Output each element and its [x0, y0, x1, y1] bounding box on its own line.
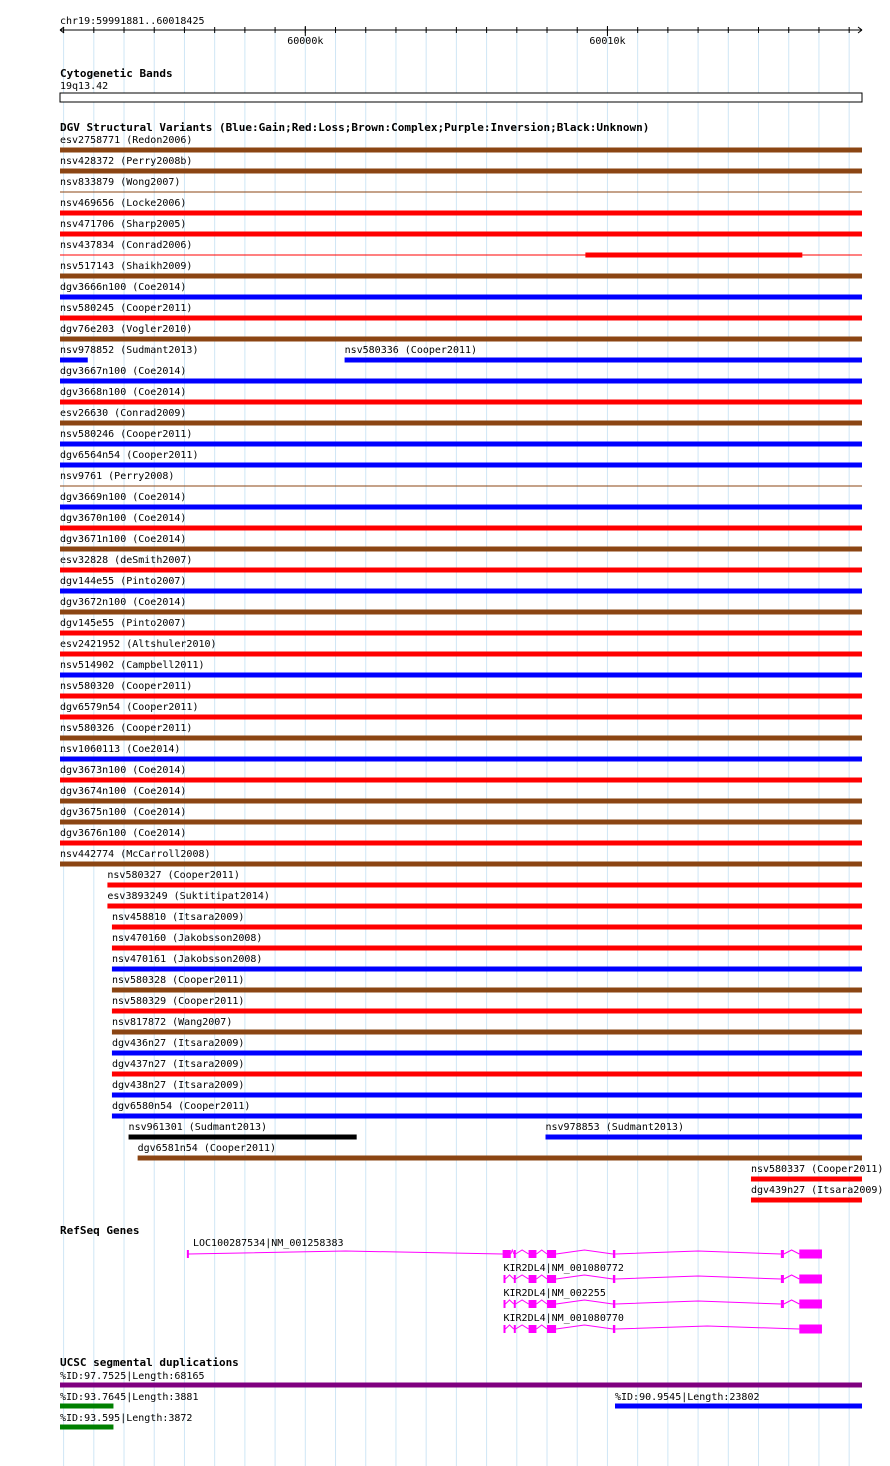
variant-bar[interactable] — [60, 799, 862, 804]
variant-bar[interactable] — [112, 1072, 862, 1077]
gene-intron — [505, 1275, 513, 1279]
variant-label: nsv580320 (Cooper2011) — [60, 681, 193, 692]
segdup-label: %ID:90.9545|Length:23802 — [615, 1392, 760, 1403]
variant-bar[interactable] — [60, 379, 862, 384]
gene-exon[interactable] — [613, 1275, 615, 1283]
gene-intron — [505, 1325, 513, 1329]
variant-bar[interactable] — [751, 1177, 862, 1182]
variant-bar[interactable] — [60, 778, 862, 783]
variant-bar[interactable] — [60, 589, 862, 594]
gene-exon[interactable] — [781, 1250, 784, 1258]
variant-bar[interactable] — [60, 232, 862, 237]
variant-bar[interactable] — [112, 988, 862, 993]
variant-label: dgv6564n54 (Cooper2011) — [60, 450, 199, 461]
segdup-track-title: UCSC segmental duplications — [60, 1356, 239, 1369]
variant-label: dgv3675n100 (Coe2014) — [60, 807, 187, 818]
variant-bar[interactable] — [60, 820, 862, 825]
dgv-structural-variants-track[interactable] — [60, 121, 883, 1203]
variant-label: nsv580246 (Cooper2011) — [60, 429, 193, 440]
gene-label: KIR2DL4|NM_001080772 — [503, 1263, 624, 1274]
variant-label: nsv470160 (Jakobsson2008) — [111, 933, 263, 944]
gene-exon[interactable] — [613, 1300, 615, 1308]
variant-bar[interactable] — [751, 1198, 862, 1203]
variant-label: dgv145e55 (Pinto2007) — [60, 618, 187, 629]
gene-intron — [536, 1275, 547, 1279]
variant-bar[interactable] — [60, 316, 862, 321]
variant-label: dgv76e203 (Vogler2010) — [60, 324, 193, 335]
variant-label: nsv961301 (Sudmant2013) — [128, 1122, 268, 1133]
gene-label: KIR2DL4|NM_002255 — [503, 1288, 606, 1299]
variant-label: dgv3671n100 (Coe2014) — [60, 534, 187, 545]
variant-label: nsv580245 (Cooper2011) — [60, 303, 193, 314]
gene-exon[interactable] — [514, 1300, 516, 1308]
variant-label: nsv978853 (Sudmant2013) — [545, 1122, 684, 1133]
variant-bar[interactable] — [107, 883, 862, 888]
variant-label: dgv439n27 (Itsara2009) — [750, 1185, 884, 1196]
variant-line[interactable] — [60, 486, 862, 487]
variant-label: nsv458810 (Itsara2009) — [111, 912, 245, 923]
dgv-features — [60, 135, 883, 1203]
variant-label: dgv3672n100 (Coe2014) — [60, 597, 187, 608]
refseq-track-title: RefSeq Genes — [60, 1224, 140, 1237]
segdup-bar[interactable] — [60, 1383, 862, 1388]
variant-label: dgv436n27 (Itsara2009) — [111, 1038, 245, 1049]
variant-label: nsv470161 (Jakobsson2008) — [111, 954, 263, 965]
variant-label: nsv517143 (Shaikh2009) — [60, 261, 193, 272]
variant-label: nsv469656 (Locke2006) — [60, 198, 187, 209]
variant-bar[interactable] — [60, 358, 88, 363]
variant-bar[interactable] — [60, 463, 862, 468]
variant-bar[interactable] — [60, 526, 862, 531]
gene-intron — [556, 1325, 613, 1329]
gene-intron — [516, 1325, 529, 1329]
variant-bar[interactable] — [107, 904, 862, 909]
gene-intron — [556, 1300, 613, 1304]
gene-exon[interactable] — [547, 1275, 556, 1283]
variant-thick-segment[interactable] — [585, 253, 802, 258]
variant-label: nsv817872 (Wang2007) — [111, 1017, 233, 1028]
variant-bar[interactable] — [60, 841, 862, 846]
gene-intron — [505, 1300, 513, 1304]
segdup-bar[interactable] — [60, 1425, 113, 1430]
variant-bar[interactable] — [138, 1156, 862, 1161]
gene-exon[interactable] — [799, 1325, 822, 1334]
variant-label: dgv6581n54 (Cooper2011) — [137, 1143, 277, 1154]
variant-label: nsv580337 (Cooper2011) — [750, 1164, 884, 1175]
variant-label: nsv428372 (Perry2008b) — [60, 156, 193, 167]
position-ruler[interactable] — [60, 16, 862, 47]
variant-label: dgv3666n100 (Coe2014) — [60, 282, 187, 293]
variant-bar[interactable] — [60, 421, 862, 426]
variant-bar[interactable] — [60, 337, 862, 342]
cytoband-track[interactable] — [60, 67, 862, 102]
variant-bar[interactable] — [60, 631, 862, 636]
gene-intron — [784, 1300, 799, 1304]
segdup-bar[interactable] — [60, 1404, 113, 1409]
variant-bar[interactable] — [60, 505, 862, 510]
variant-bar[interactable] — [60, 652, 862, 657]
gene-exon[interactable] — [799, 1275, 822, 1284]
variant-bar[interactable] — [60, 169, 862, 174]
variant-label: dgv3667n100 (Coe2014) — [60, 366, 187, 377]
variant-bar[interactable] — [60, 547, 862, 552]
variant-label: nsv580326 (Cooper2011) — [60, 723, 193, 734]
gene-exon[interactable] — [613, 1325, 615, 1333]
variant-bar[interactable] — [112, 1030, 862, 1035]
variant-label: nsv978852 (Sudmant2013) — [60, 345, 199, 356]
gene-intron — [516, 1250, 529, 1254]
variant-bar[interactable] — [60, 148, 862, 153]
variant-label: dgv3668n100 (Coe2014) — [60, 387, 187, 398]
gene-exon[interactable] — [529, 1325, 537, 1333]
gene-intron — [615, 1326, 799, 1329]
segdup-features — [60, 1371, 862, 1430]
gene-exon[interactable] — [514, 1325, 516, 1333]
variant-label: nsv471706 (Sharp2005) — [60, 219, 187, 230]
ruler-location-label: chr19:59991881..60018425 — [60, 16, 205, 27]
ruler-tick-label: 60010k — [589, 36, 626, 47]
variant-bar[interactable] — [60, 757, 862, 762]
ruler-tick-label: 60000k — [287, 36, 324, 47]
variant-bar[interactable] — [112, 1051, 862, 1056]
gene-intron — [536, 1325, 547, 1329]
gene-exon[interactable] — [187, 1250, 189, 1258]
variant-bar[interactable] — [60, 568, 862, 573]
gene-label: LOC100287534|NM_001258383 — [193, 1238, 344, 1249]
segdup-bar[interactable] — [615, 1404, 862, 1409]
variant-bar[interactable] — [345, 358, 862, 363]
variant-label: dgv144e55 (Pinto2007) — [60, 576, 187, 587]
variant-bar[interactable] — [112, 925, 862, 930]
variant-label: nsv437834 (Conrad2006) — [60, 240, 193, 251]
variant-label: esv2758771 (Redon2006) — [60, 135, 193, 146]
variant-label: nsv442774 (McCarroll2008) — [60, 849, 211, 860]
gene-exon[interactable] — [529, 1300, 537, 1308]
variant-bar[interactable] — [546, 1135, 862, 1140]
cytoband-bar — [60, 93, 862, 102]
gene-exon[interactable] — [613, 1250, 615, 1258]
variant-label: esv2421952 (Altshuler2010) — [60, 639, 217, 650]
variant-label: nsv1060113 (Coe2014) — [60, 744, 181, 755]
variant-label: dgv3670n100 (Coe2014) — [60, 513, 187, 524]
variant-label: dgv3676n100 (Coe2014) — [60, 828, 187, 839]
variant-label: dgv6580n54 (Cooper2011) — [111, 1101, 251, 1112]
gene-label: KIR2DL4|NM_001080770 — [503, 1313, 624, 1324]
gene-exon[interactable] — [529, 1275, 537, 1283]
variant-bar[interactable] — [60, 442, 862, 447]
variant-bar[interactable] — [60, 694, 862, 699]
gene-intron — [784, 1275, 799, 1279]
variant-label: nsv580329 (Cooper2011) — [111, 996, 245, 1007]
variant-label: nsv580336 (Cooper2011) — [344, 345, 478, 356]
cytoband-label: 19q13.42 — [60, 81, 109, 92]
variant-label: dgv6579n54 (Cooper2011) — [60, 702, 199, 713]
refseq-genes-track[interactable] — [60, 1224, 822, 1334]
gene-exon[interactable] — [547, 1300, 556, 1308]
gene-exon[interactable] — [504, 1300, 506, 1308]
dgv-track-title: DGV Structural Variants (Blue:Gain;Red:Loss;Brown:Complex;Purple:Inversion;Black:Unknown) — [60, 121, 650, 134]
segmental-duplications-track[interactable] — [60, 1356, 862, 1430]
gene-exon[interactable] — [514, 1250, 516, 1258]
variant-label: nsv9761 (Perry2008) — [60, 471, 175, 482]
gene-exon[interactable] — [504, 1325, 506, 1333]
gene-exon[interactable] — [799, 1250, 822, 1259]
segdup-label: %ID:93.595|Length:3872 — [60, 1413, 193, 1424]
variant-bar[interactable] — [112, 1093, 862, 1098]
gene-exon[interactable] — [781, 1300, 784, 1308]
gene-exon[interactable] — [503, 1250, 511, 1258]
gene-intron — [511, 1250, 514, 1254]
gene-exon[interactable] — [504, 1275, 506, 1283]
gene-intron — [188, 1251, 502, 1254]
gene-exon[interactable] — [529, 1250, 537, 1258]
variant-label: dgv438n27 (Itsara2009) — [111, 1080, 245, 1091]
refseq-features — [187, 1238, 822, 1334]
gene-intron — [516, 1300, 529, 1304]
gene-exon[interactable] — [781, 1275, 784, 1283]
variant-label: nsv514902 (Campbell2011) — [60, 660, 205, 671]
variant-bar[interactable] — [60, 295, 862, 300]
variant-bar[interactable] — [60, 610, 862, 615]
cytoband-track-title: Cytogenetic Bands — [60, 67, 173, 80]
variant-label: esv26630 (Conrad2009) — [60, 408, 187, 419]
variant-bar[interactable] — [60, 211, 862, 216]
variant-bar[interactable] — [60, 400, 862, 405]
variant-bar[interactable] — [60, 736, 862, 741]
gene-intron — [556, 1250, 613, 1254]
variant-bar[interactable] — [112, 946, 862, 951]
gene-intron — [784, 1250, 799, 1254]
variant-label: dgv437n27 (Itsara2009) — [111, 1059, 245, 1070]
gene-exon[interactable] — [799, 1300, 822, 1309]
gene-intron — [536, 1250, 547, 1254]
variant-bar[interactable] — [60, 862, 862, 867]
variant-label: nsv580328 (Cooper2011) — [111, 975, 245, 986]
variant-label: dgv3674n100 (Coe2014) — [60, 786, 187, 797]
variant-bar[interactable] — [112, 1114, 862, 1119]
gene-exon[interactable] — [547, 1325, 556, 1333]
variant-bar[interactable] — [112, 967, 862, 972]
variant-bar[interactable] — [60, 673, 862, 678]
variant-label: esv3893249 (Suktitipat2014) — [107, 891, 270, 902]
variant-label: dgv3669n100 (Coe2014) — [60, 492, 187, 503]
variant-bar[interactable] — [60, 274, 862, 279]
gene-intron — [556, 1275, 613, 1279]
variant-label: nsv580327 (Cooper2011) — [107, 870, 240, 881]
variant-bar[interactable] — [60, 715, 862, 720]
variant-bar[interactable] — [112, 1009, 862, 1014]
variant-bar[interactable] — [129, 1135, 357, 1140]
gene-intron — [516, 1275, 529, 1279]
ruler-ticks — [60, 26, 862, 47]
variant-label: dgv3673n100 (Coe2014) — [60, 765, 187, 776]
variant-line[interactable] — [60, 192, 862, 193]
variant-label: nsv833879 (Wong2007) — [60, 177, 181, 188]
gene-exon[interactable] — [514, 1275, 516, 1283]
gene-intron — [536, 1300, 547, 1304]
segdup-label: %ID:93.7645|Length:3881 — [60, 1392, 199, 1403]
segdup-label: %ID:97.7525|Length:68165 — [60, 1371, 205, 1382]
gene-exon[interactable] — [547, 1250, 556, 1258]
variant-label: esv32828 (deSmith2007) — [60, 555, 193, 566]
